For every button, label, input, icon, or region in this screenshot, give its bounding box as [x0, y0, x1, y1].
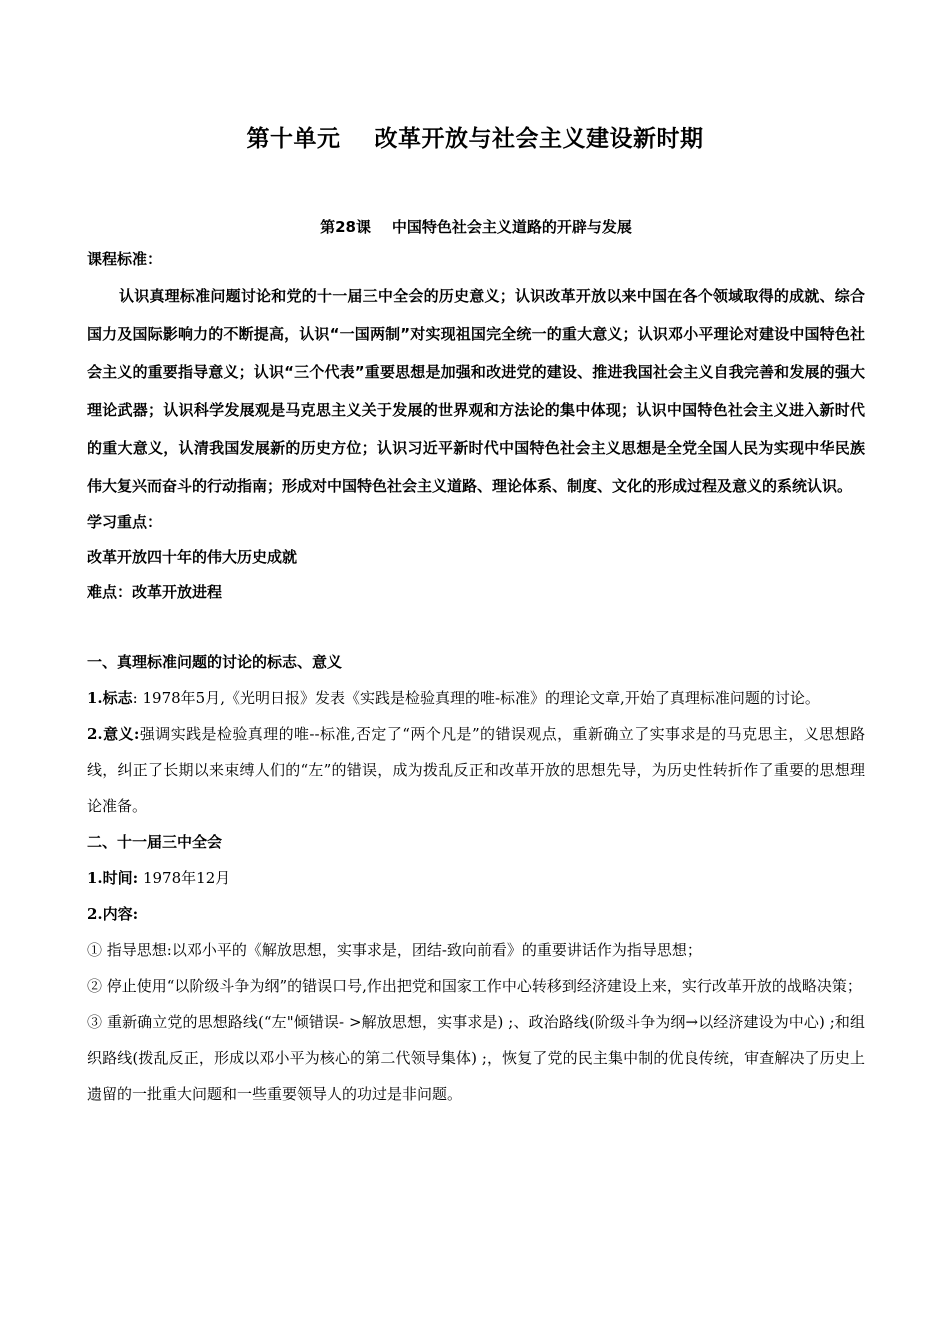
difficulty-text: 难点：改革开放进程	[87, 583, 223, 601]
section2-item-3: ③ 重新确立党的思想路线(“左"倾错误- >解放思想，实事求是) ;、政治路线(阶级斗争为纲→以经济建设为中心) ;和组织路线(拨乱反正，形成以邓小平为核心的第二代领导集体) ;，恢复了党的民主集中制的优良传统，审查解决了历史上遗留的一批重大问题和一些重要领导人的功过是非问题。	[87, 1013, 865, 1103]
standard-text: 认识真理标准问题讨论和党的十一届三中全会的历史意义；认识改革开放以来中国在各个领域取得的成就、综合国力及国际影响力的不断提高，认识“一国两制”对实现祖国完全统一的重大意义；认识邓小平理论对建设中国特色社会主义的重要指导意义；认识“三个代表”重要思想是加强和改进党的建设、推进我国社会主义自我完善和发展的强大理论武器；认识科学发展观是马克思主义关于发展的世界观和方法论的集中体现；认识中国特色社会主义进入新时代的重大意义，认清我国发展新的历史方位；认识习近平新时代中国特色社会主义思想是全党全国人民为实现中华民族伟大复兴而奋斗的行动指南；形成对中国特色社会主义道路、理论体系、制度、文化的形成过程及意义的系统认识。	[87, 287, 865, 495]
focus-label: 学习重点：	[87, 513, 163, 531]
section1-meaning-text: 强调实践是检验真理的唯--标准,否定了“两个凡是”的错误观点，重新确立了实事求是的马克思主，义思想路线，纠正了长期以来束缚人们的“左”的错误，成为拨乱反正和改革开放的思想先导，为历史性转折作了重要的思想理论准备。	[87, 725, 866, 815]
focus-text: 改革开放四十年的伟大历史成就	[87, 548, 298, 566]
section2-content	[87, 896, 865, 932]
section1-meaning	[87, 716, 865, 824]
unit-title: 第十单元 改革开放与社会主义建设新时期	[246, 126, 704, 152]
spacer	[87, 610, 865, 644]
section1-heading: 一、真理标准问题的讨论的标志、意义	[87, 653, 343, 671]
section2-time	[87, 860, 865, 896]
section1-mark	[87, 680, 865, 716]
standard-label: 课程标准：	[87, 250, 163, 268]
section2-content-label: 2.内容:	[87, 905, 139, 923]
section2-time-text: 1978年12月	[138, 869, 231, 887]
section2-time-label: 1.时间:	[87, 869, 139, 887]
section2-item-2: ② 停止使用“以阶级斗争为纲”的错误口号,作出把党和国家工作中心转移到经济建设上来，实行改革开放的战略决策；	[87, 977, 862, 995]
lesson-title: 第28课 中国特色社会主义道路的开辟与发展	[320, 218, 632, 236]
section1-mark-text: : 1978年5月,《光明日报》发表《实践是检验真理的唯-标准》的理论文章,开始了真理标准问题的讨论。	[132, 689, 820, 707]
document-body	[87, 212, 865, 1112]
section2-item-1: ① 指导思想:以邓小平的《解放思想，实事求是，团结-致向前看》的重要讲话作为指导思想；	[87, 941, 702, 959]
section1-meaning-label: 2.意义:	[87, 725, 140, 743]
section2-heading: 二、十一届三中全会	[87, 833, 223, 851]
section1-mark-label: 1.标志	[87, 689, 133, 707]
